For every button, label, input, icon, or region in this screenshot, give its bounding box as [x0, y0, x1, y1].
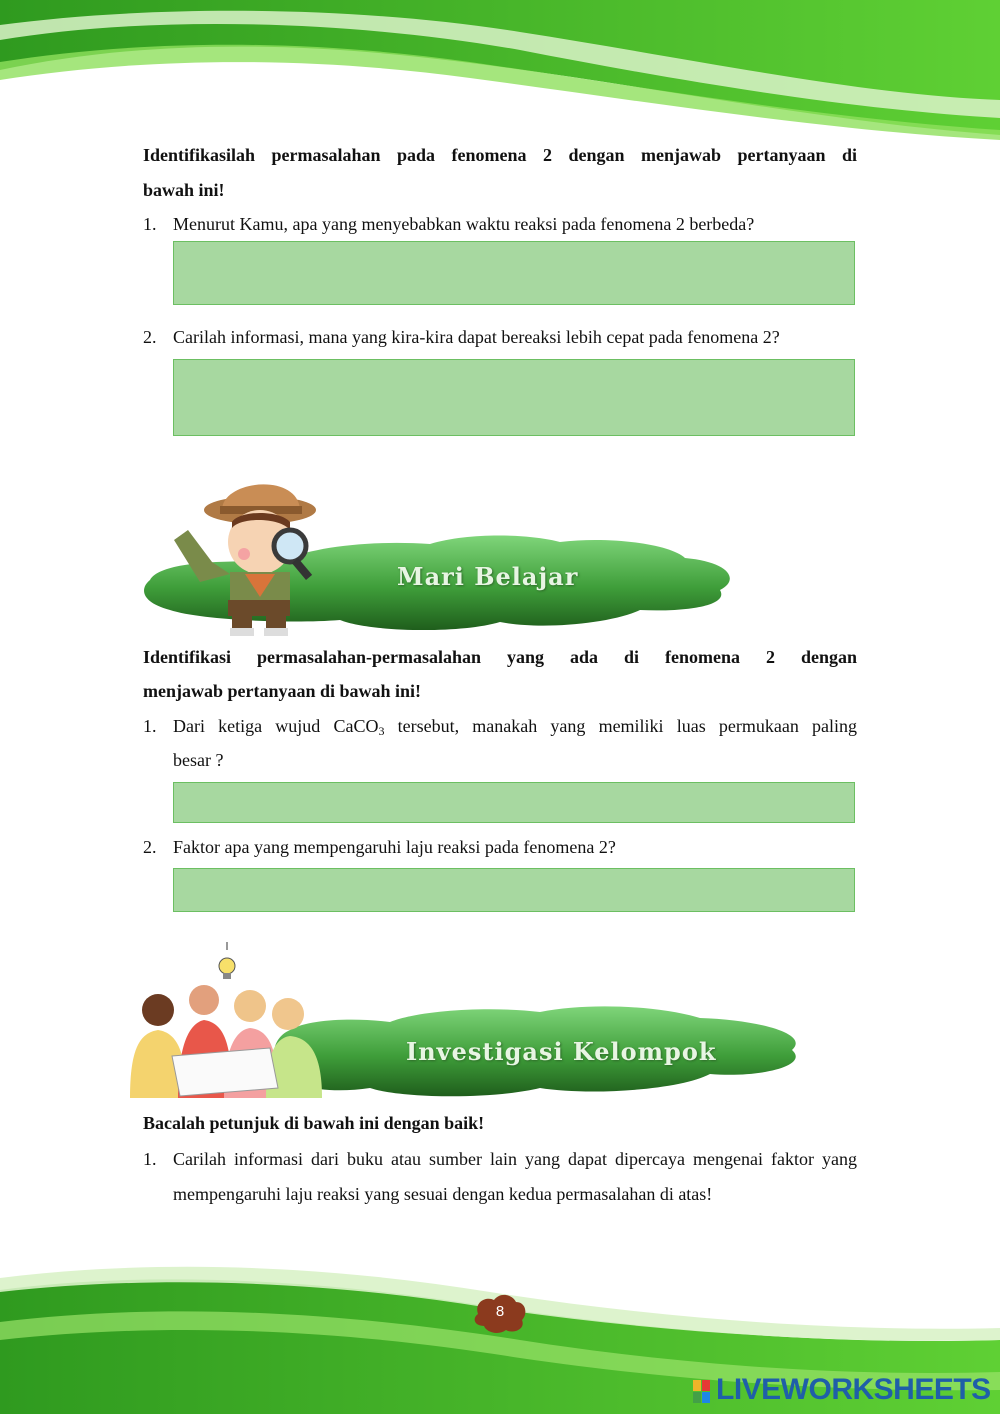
question-text-line2: besar ? [173, 750, 224, 770]
q1-after: tersebut, manakah yang memiliki luas permukaan paling [384, 716, 857, 736]
mari-belajar-banner [140, 462, 740, 642]
question-number: 1. [143, 1149, 157, 1169]
section2-intro-line1: Identifikasi permasalahan-permasalahan yang ada di fenomena 2 dengan [143, 647, 857, 667]
question-number: 2. [143, 837, 157, 857]
question-text: Menurut Kamu, apa yang menyebabkan waktu reaksi pada fenomena 2 berbeda? [173, 214, 755, 234]
section3-intro: Bacalah petunjuk di bawah ini dengan baik! [143, 1113, 485, 1133]
liveworksheets-logo-icon [693, 1380, 711, 1404]
question-text: Carilah informasi, mana yang kira-kira dapat bereaksi lebih cepat pada fenomena 2? [173, 327, 780, 347]
answer-box-3[interactable] [173, 782, 855, 823]
answer-box-1[interactable] [173, 241, 855, 305]
investigasi-kelompok-banner [120, 938, 810, 1106]
question-number: 1. [143, 716, 157, 736]
section2-intro-line2: menjawab pertanyaan di bawah ini! [143, 681, 422, 701]
section1-intro-line1: Identifikasilah permasalahan pada fenomena 2 dengan menjawab pertanyaan di [143, 145, 857, 165]
q1-subscript: 3 [378, 724, 385, 738]
answer-box-2[interactable] [173, 359, 855, 436]
question-number: 2. [143, 327, 157, 347]
section1-intro: bawah ini! [143, 180, 225, 200]
top-wave-decoration [0, 0, 1000, 140]
q1-before: Dari ketiga wujud CaCO [173, 716, 379, 736]
question-number: 1. [143, 214, 157, 234]
banner-title-investigasi: Investigasi Kelompok [406, 1037, 717, 1066]
answer-box-4[interactable] [173, 868, 855, 912]
question-text: Carilah informasi dari buku atau sumber lain yang dapat dipercaya mengenai faktor yang mempengaruhi laju reaksi yang sesuai dengan kedua permasalahan di atas! [173, 1149, 857, 1204]
banner-title-mari-belajar: Mari Belajar [397, 562, 579, 591]
group-reading-map-icon [130, 942, 322, 1098]
liveworksheets-brand: LIVEWORKSHEETS [716, 1373, 991, 1406]
page-number: 8 [495, 1303, 505, 1320]
question-text: Faktor apa yang mempengaruhi laju reaksi pada fenomena 2? [173, 837, 616, 857]
